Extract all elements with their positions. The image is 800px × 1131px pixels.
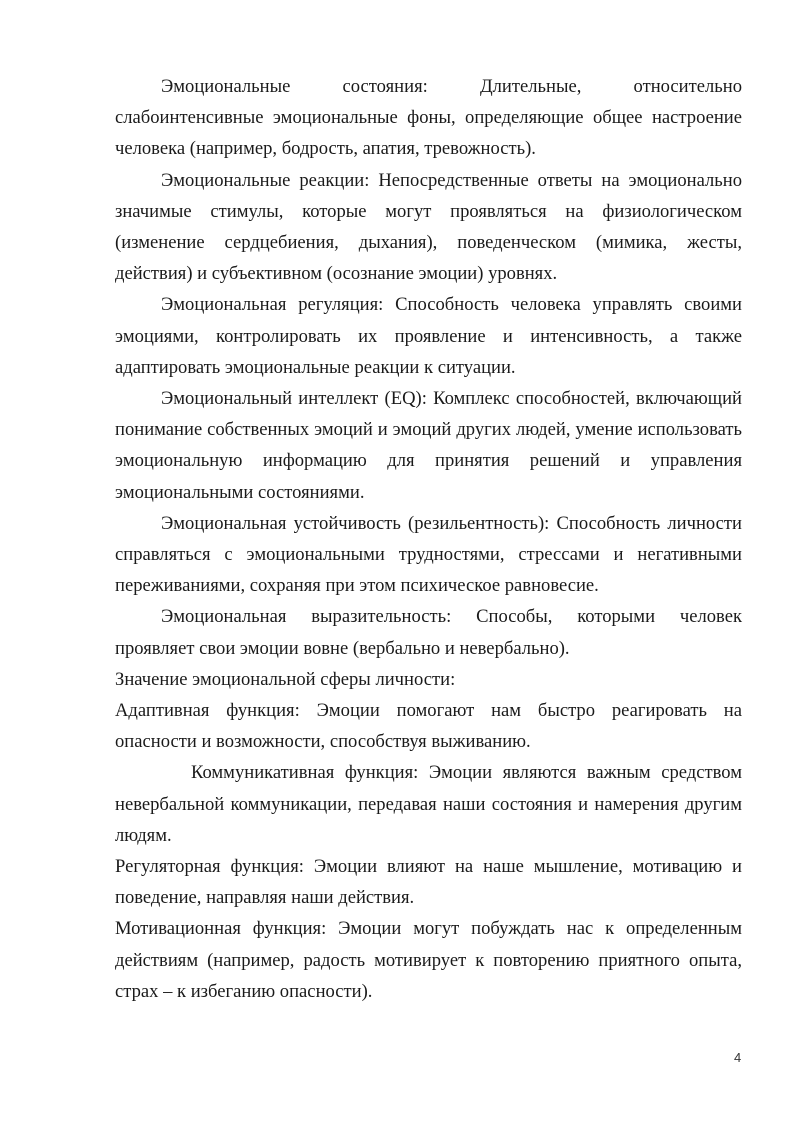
paragraph-motivational-function: Мотивационная функция: Эмоции могут побуждать нас к определенным действиям (например, радость мотивирует к повторению приятного опыта, страх – к избеганию опасности). [115, 918, 742, 1002]
paragraph-emotional-resilience: Эмоциональная устойчивость (резильентность): Способность личности справляться с эмоциональными трудностями, стрессами и негативными переживаниями, сохраняя при этом психическое равновесие. [115, 512, 742, 597]
paragraph-adaptive-function: Адаптивная функция: Эмоции помогают нам быстро реагировать на опасности и возможности, способствуя выживанию. [115, 700, 742, 753]
paragraph-emotional-expressiveness: Эмоциональная выразительность: Способы, которыми человек проявляет свои эмоции вовне (вербально и невербально). [115, 606, 742, 659]
document-body [115, 71, 742, 1007]
paragraph-emotional-intelligence: Эмоциональный интеллект (EQ): Комплекс способностей, включающий понимание собственных эмоций и эмоций других людей, умение использовать эмоциональную информацию для принятия решений и управления эмоциональными состояниями. [115, 388, 742, 503]
paragraph-emotional-regulation: Эмоциональная регуляция: Способность человека управлять своими эмоциями, контролировать их проявление и интенсивность, а также адаптировать эмоциональные реакции к ситуации. [115, 294, 742, 378]
paragraph-emotional-states: Эмоциональные состояния: Длительные, относительно слабоинтенсивные эмоциональные фоны, определяющие общее настроение человека (например, бодрость, апатия, тревожность). [115, 76, 742, 160]
paragraph-communicative-function: Коммуникативная функция: Эмоции являются важным средством невербальной коммуникации, передавая наши состояния и намерения другим людям. [115, 762, 742, 846]
paragraph-emotional-reactions: Эмоциональные реакции: Непосредственные ответы на эмоционально значимые стимулы, которые могут проявляться на физиологическом (изменение сердцебиения, дыхания), поведенческом (мимика, жесты, действия) и субъективном (осознание эмоции) уровнях. [115, 169, 742, 285]
page-number: 4 [734, 1050, 742, 1065]
section-heading-significance: Значение эмоциональной сферы личности: [115, 668, 456, 690]
paragraph-regulatory-function: Регуляторная функция: Эмоции влияют на наше мышление, мотивацию и поведение, направляя наши действия. [115, 856, 742, 909]
